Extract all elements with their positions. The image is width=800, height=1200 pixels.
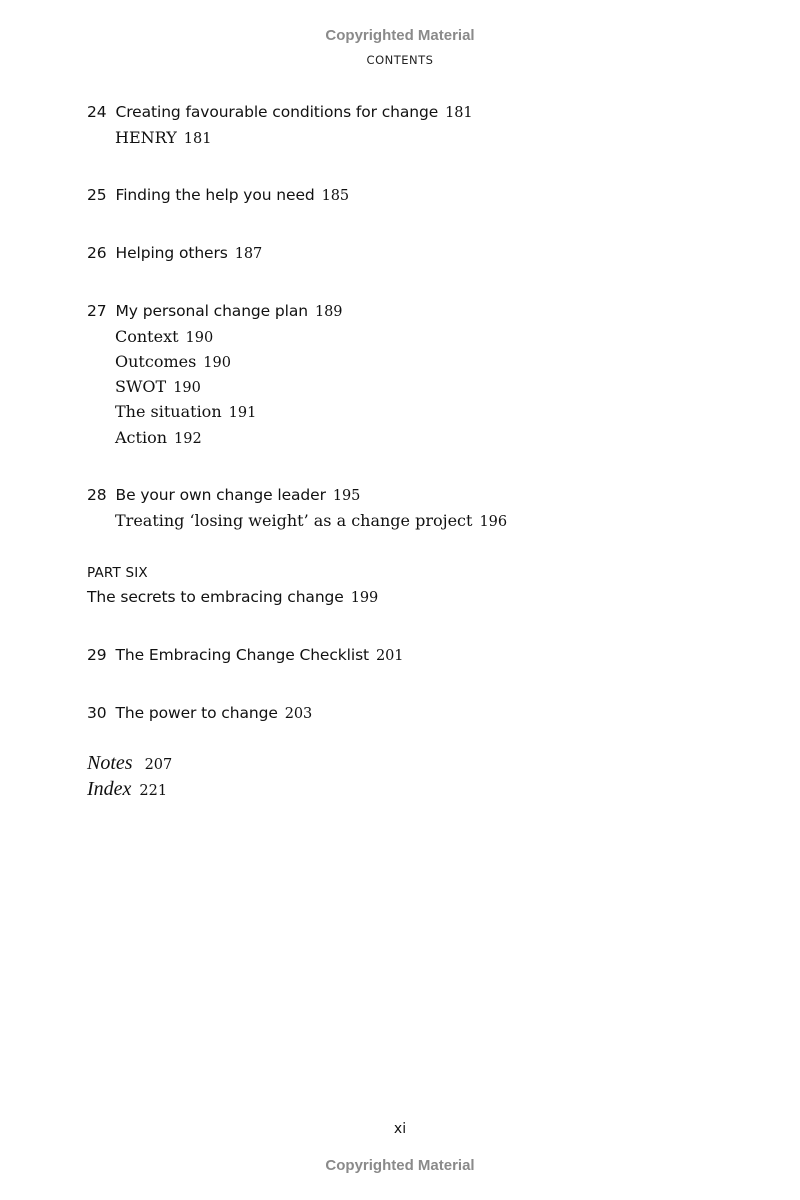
toc-subentry <box>115 402 256 421</box>
page-number: 196 <box>479 514 508 530</box>
subentry-title: Outcomes <box>115 352 197 371</box>
chapter-number: 29 <box>87 646 107 664</box>
toc-entry-notes <box>87 752 172 775</box>
page-number: 201 <box>376 648 404 664</box>
subentry-title: The situation <box>115 402 222 421</box>
page-number: 187 <box>234 246 263 262</box>
page-number: 192 <box>174 431 202 447</box>
page-number: 221 <box>139 783 168 799</box>
chapter-title: Helping others <box>115 244 228 262</box>
toc-entry-ch27 <box>87 302 342 320</box>
toc-entry-ch28 <box>87 486 360 504</box>
toc-subentry <box>115 128 211 147</box>
toc-entry-index <box>87 778 167 801</box>
index-title: Index <box>87 778 132 800</box>
toc-subentry <box>115 377 201 396</box>
chapter-number: 30 <box>87 704 107 722</box>
chapter-title: The power to change <box>115 704 278 722</box>
page-number: 190 <box>185 330 214 346</box>
chapter-title: Finding the help you need <box>115 186 315 204</box>
toc-subentry <box>115 327 213 346</box>
page-number: 199 <box>350 590 379 606</box>
part-label: PART SIX <box>87 565 148 581</box>
chapter-number: 24 <box>87 103 107 121</box>
notes-title: Notes <box>87 752 133 774</box>
toc-entry-ch26 <box>87 244 262 262</box>
subentry-title: Treating ‘losing weight’ as a change project <box>115 511 473 530</box>
toc-entry-ch25 <box>87 186 349 204</box>
chapter-number: 26 <box>87 244 107 262</box>
page-number: 181 <box>183 131 212 147</box>
page-number: 185 <box>321 188 350 204</box>
chapter-number: 28 <box>87 486 107 504</box>
page-number: 190 <box>203 355 231 371</box>
copyright-footer: Copyrighted Material <box>325 1157 475 1174</box>
page-number: 181 <box>445 105 473 121</box>
page-number: 189 <box>315 304 343 320</box>
chapter-title: My personal change plan <box>115 302 309 320</box>
page-number: 190 <box>173 380 201 396</box>
page-number: 195 <box>332 488 361 504</box>
toc-entry-ch30 <box>87 704 312 722</box>
toc-entry-ch24 <box>87 103 473 121</box>
page-number: 203 <box>284 706 313 722</box>
toc-entry-part6 <box>87 588 378 606</box>
part-title: The secrets to embracing change <box>87 588 344 606</box>
chapter-number: 27 <box>87 302 107 320</box>
page-folio: xi <box>393 1121 407 1137</box>
toc-subentry <box>115 352 231 371</box>
toc-entry-ch29 <box>87 646 403 664</box>
subentry-title: Context <box>115 327 179 346</box>
toc-subentry <box>115 511 507 530</box>
chapter-title: The Embracing Change Checklist <box>115 646 370 664</box>
page-number: 191 <box>228 405 257 421</box>
chapter-title: Be your own change leader <box>115 486 326 504</box>
subentry-title: SWOT <box>115 377 167 396</box>
copyright-header: Copyrighted Material <box>325 27 475 44</box>
page-number: 207 <box>144 757 173 773</box>
running-head: CONTENTS <box>366 53 434 67</box>
toc-subentry <box>115 428 202 447</box>
subentry-title: HENRY <box>115 128 177 147</box>
chapter-number: 25 <box>87 186 107 204</box>
chapter-title: Creating favourable conditions for change <box>115 103 439 121</box>
subentry-title: Action <box>115 428 167 447</box>
